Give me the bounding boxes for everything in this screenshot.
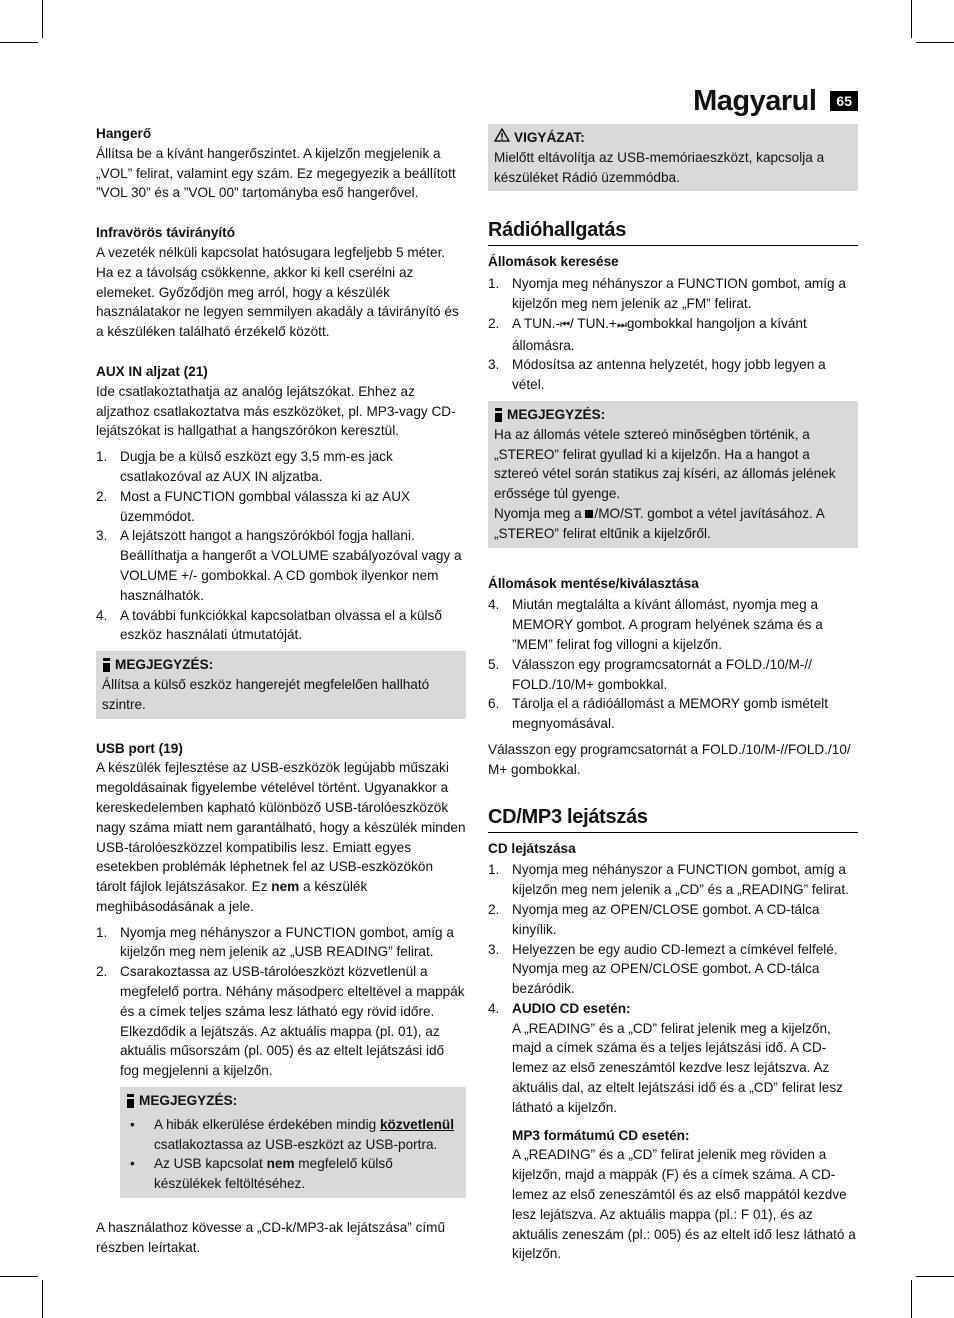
aux-text: Ide csatlakoztathatja az analóg lejátszókat. Ehhez az aljzathoz csatlakoztatva más eszközöket, pl. MP3-vagy CD-lejátszókat is hallgathat a hangszórókon keresztül. xyxy=(96,383,456,439)
warning-box xyxy=(488,124,858,191)
list-item: 2. A TUN.-⏮/ TUN.+⏭gombokkal hangoljon a kívánt állomásra. xyxy=(488,315,807,353)
list-item: 4. Miután megtalálta a kívánt állomást, nyomja meg a MEMORY gombot. A program helyének száma és a ”MEM” felirat fog villogni a kijelzőn. xyxy=(488,597,823,652)
crop-mark xyxy=(0,42,38,43)
cd-heading: CD/MP3 lejátszás xyxy=(488,804,858,833)
list-item: 1. Dugja be a külső eszközt egy 3,5 mm-es jack csatlakozóval az AUX IN aljzatba. xyxy=(96,449,393,484)
crop-mark xyxy=(0,1276,38,1277)
stop-icon xyxy=(585,510,593,518)
radio-save-steps xyxy=(488,595,858,734)
list-item: 5. Válasszon egy programcsatornát a FOLD./10/M-// FOLD./10/M+ gombokkal. xyxy=(488,656,812,692)
usb-note-box xyxy=(120,1087,466,1198)
list-item: 3. A lejátszott hangot a hangszórókból fogja hallani. Beállíthatja a hangerőt a VOLUME szabályozóval vagy a VOLUME +/- gombokkal. A CD gombok ilyenkor nem használhatók. xyxy=(96,528,462,603)
crop-mark xyxy=(42,1280,43,1318)
list-item: 6. Tárolja el a rádióállomást a MEMORY gomb ismételt megnyomásával. xyxy=(488,696,829,732)
skip-forward-icon: ⏭ xyxy=(616,318,627,331)
right-column xyxy=(488,124,858,1264)
aux-steps xyxy=(96,447,466,645)
list-item: 4. A további funkciókkal kapcsolatban olvassa el a külső eszköz használati útmutatóját. xyxy=(96,607,442,643)
list-item: 3. Módosítsa az antenna helyzetét, hogy jobb legyen a vétel. xyxy=(488,357,826,393)
list-item: 2. Most a FUNCTION gombbal válassza ki az AUX üzemmódot. xyxy=(96,488,411,524)
warning-title: VIGYÁZAT: xyxy=(514,130,585,145)
mp3-cd-title: MP3 formátumú CD esetén: xyxy=(512,1127,690,1143)
crop-mark xyxy=(911,1280,912,1318)
note-title: MEGJEGYZÉS: xyxy=(139,1093,238,1109)
list-item: 2. Nyomja meg az OPEN/CLOSE gombot. A CD-tálca kinyílik. xyxy=(488,901,820,937)
info-icon xyxy=(126,1094,135,1108)
note-text: Állítsa a külső eszköz hangerejét megfelelően hallható szintre. xyxy=(102,676,430,712)
page-title: Magyarul xyxy=(693,85,817,117)
section-title-aux: AUX IN aljzat (21) xyxy=(96,363,208,379)
radio-heading: Rádióhallgatás xyxy=(488,217,858,246)
station-search-title: Állomások keresése xyxy=(488,254,619,270)
crop-mark xyxy=(916,42,954,43)
radio-after-text: Válasszon egy programcsatornát a FOLD./10/M-//FOLD./10/ M+ gombokkal. xyxy=(488,741,851,777)
list-item: • A hibák elkerülése érdekében mindig közvetlenül csatlakoztassa az USB-eszközt az USB-portra. xyxy=(130,1116,454,1152)
crop-mark xyxy=(42,0,43,38)
list-item: 3. Helyezzen be egy audio CD-lemezt a címkével felfelé. Nyomja meg az OPEN/CLOSE gombot. A CD-tálca bezáródik. xyxy=(488,941,838,997)
skip-back-icon: ⏮ xyxy=(560,318,570,331)
volume-text: Állítsa be a kívánt hangerőszintet. A kijelzőn megjelenik a „VOL” felirat, valamint egy szám. Ez megegyezik a beállított ”VOL 30” és a ”VOL 00” tartományba eső hangerővel. xyxy=(96,145,456,201)
section-title-volume: Hangerő xyxy=(96,126,152,141)
radio-note-box xyxy=(488,401,858,548)
note-text: Nyomja meg a /MO/ST. gombot a vétel javításához. A „STEREO” felirat eltűnik a kijelzőről. xyxy=(494,505,825,541)
crop-mark xyxy=(911,0,912,38)
station-save-title: Állomások mentése/kiválasztása xyxy=(488,575,699,591)
section-title-usb: USB port (19) xyxy=(96,740,183,756)
list-item: • Az USB kapcsolat nem megfelelő külső készülékek feltöltéséhez. xyxy=(130,1156,393,1192)
page-header xyxy=(693,84,858,118)
list-item: 1. Nyomja meg néhányszor a FUNCTION gombot, amíg a kijelzőn meg nem jelenik a „CD” és a „READING” felirat. xyxy=(488,862,849,898)
cd-steps xyxy=(488,860,858,1117)
section-title-remote: Infravörös távirányító xyxy=(96,225,235,241)
info-icon xyxy=(102,658,111,672)
info-icon xyxy=(494,408,503,422)
mp3-cd-text: A „READING” és a „CD” felirat jelenik meg röviden a kijelzőn, majd a mappák (F) és a címek száma. A CD-lemez az első zeneszámtól és az első mappától kezdve lesz lejátszva. Az aktuális mappa (pl.: F 01), és az aktuális zeneszám (pl.: 005) és az eltelt idő lesz látható a kijelzőn. xyxy=(512,1147,856,1262)
usb-text: A készülék fejlesztése az USB-eszközök legújabb műszaki megoldásainak figyelembe vételével történt. Ugyanakkor a kereskedelemben kapható különböző USB-tárolóeszközök nagy száma miatt nem garantálható, hogy a készülék minden USB-tárolóeszközzel kompatibilis lesz. Emiatt egyes esetekben problémák léphetnek fel az USB-eszközökön tárolt fájlok lejátszásakor. Ez nem a készülék meghibásodásának a jele. xyxy=(96,760,466,914)
list-item: 4. AUDIO CD esetén: A „READING” és a „CD” felirat jelenik meg a kijelzőn, majd a címek száma és a teljes lejátszási idő. A CD-lemez az első zeneszámtól kezdve lesz lejátszva. Az aktuális dal, az eltelt lejátszási idő és a „CD” felirat lesz látható a kijelzőn. xyxy=(488,1000,843,1115)
list-item: 1. Nyomja meg néhányszor a FUNCTION gombot, amíg a kijelzőn meg nem jelenik az „FM” felirat. xyxy=(488,276,846,311)
cd-play-title: CD lejátszása xyxy=(488,840,576,856)
radio-search-steps xyxy=(488,274,858,395)
page-number: 65 xyxy=(830,91,858,111)
crop-mark xyxy=(916,1276,954,1277)
list-item: 1. Nyomja meg néhányszor a FUNCTION gombot, amíg a kijelzőn meg nem jelenik az „USB READING” felirat. xyxy=(96,924,454,960)
list-item: 2. Csarakoztassa az USB-tárolóeszközt közvetlenül a megfelelő portra. Néhány másodperc elteltével a mappák és a címek teljes száma lesz látható egy rövid időre. Elkezdődik a lejátszás. Az aktuális mappa (pl. 01), az aktuális műsorszám (pl. 005) és az eltelt lejátszási idő fog megjelenni a kijelzőn. xyxy=(96,964,465,1079)
note-text: Ha az állomás vétele sztereó minőségben történik, a „STEREO” felirat gyullad ki a kijelzőn. Ha a hangot a sztereó vétel során statikus zaj kíséri, az állomás jelének erőssége túl gyenge. xyxy=(494,426,836,502)
aux-note-box xyxy=(96,651,466,718)
audio-cd-title: AUDIO CD esetén: xyxy=(512,1000,631,1016)
remote-text: A vezeték nélküli kapcsolat hatósugara legfeljebb 5 méter. Ha ez a távolság csökkenne, akkor ki kell cserélni az elemeket. Győződjön meg arról, hogy a készülék használatakor ne legyen semmilyen akadály a távirányító és a készüléken található érzékelő között. xyxy=(96,244,459,340)
warning-text: Mielőtt eltávolítja az USB-memóriaeszközt, kapcsolja a készüléket Rádió üzemmódba. xyxy=(494,149,825,185)
warning-icon xyxy=(494,128,510,148)
left-column xyxy=(96,124,466,1258)
note-title: MEGJEGYZÉS: xyxy=(115,657,214,673)
usb-steps xyxy=(96,923,466,1081)
note-title: MEGJEGYZÉS: xyxy=(507,406,606,422)
usb-footer-text: A használathoz kövesse a „CD-k/MP3-ak lejátszása” című részben leírtakat. xyxy=(96,1220,446,1255)
